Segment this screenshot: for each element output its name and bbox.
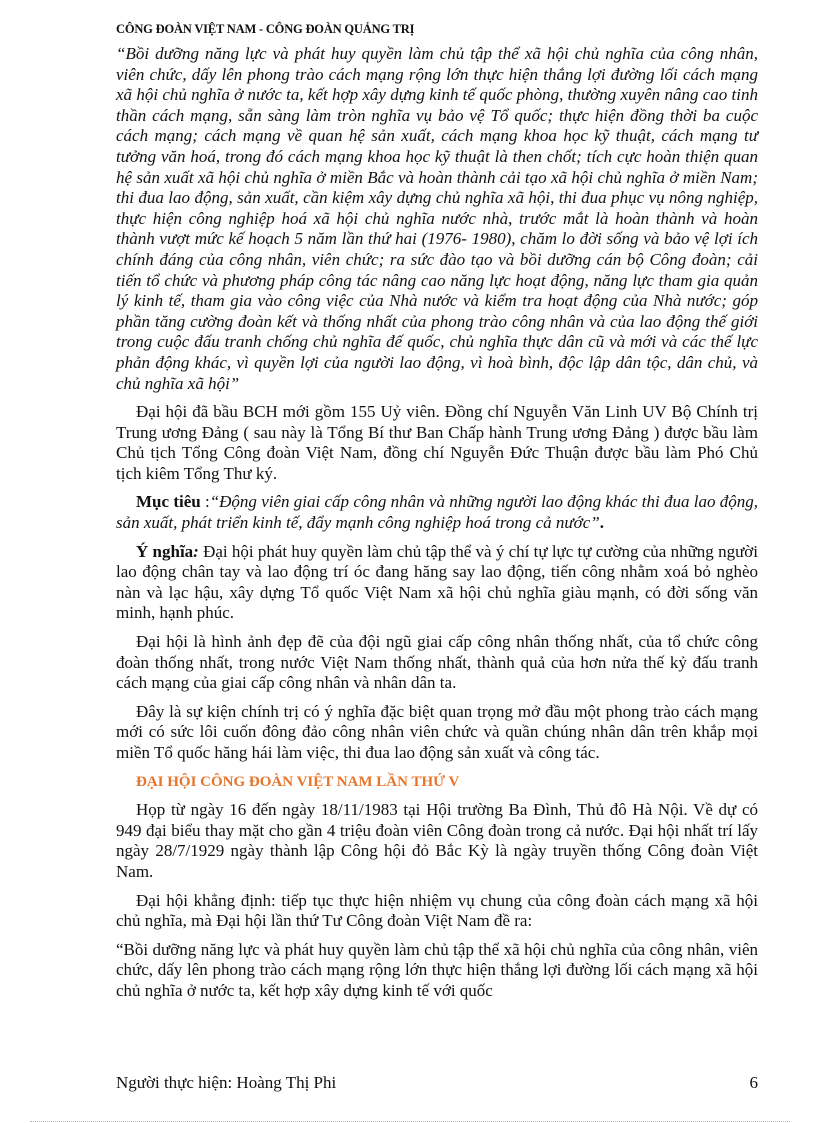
quote-paragraph-1: “Bồi dưỡng năng lực và phát huy quyền làm chủ tập thể xã hội chủ nghĩa của công nhân, viên chức, dấy lên phong trào cách mạng rộng lớn thực hiện thắng lợi đường lối cách mạng xã hội chủ nghĩa ở nước ta, kết hợp xây dựng kinh tế quốc phòng, thường xuyên nâng cao tinh thần cách mạng, sẵn sàng làm tròn nghĩa vụ bảo vệ Tổ quốc; thực hiện đồng thời ba cuộc cách mạng; cách mạng về quan hệ sản xuất, cách mạng khoa học kỹ thuật, cách mạng tư tưởng văn hoá, trong đó cách mạng khoa học kỹ thuật là then chốt; tích cực hoàn thiện quan hệ sản xuất xã hội chủ nghĩa ở miền Bắc và hoàn thành cải tạo xã hội chủ nghĩa ở miền Nam; thi đua lao động, sản xuất, cần kiệm xây dựng chủ nghĩa xã hội, thi đua phục vụ nông nghiệp, thực hiện công nghiệp hoá xã hội chủ nghĩa nước nhà, trước mắt là hoàn thành và hoàn thành vượt mức kế hoạch 5 năm lần thứ hai (1976- 1980), chăm lo đời sống và bảo vệ lợi ích chính đáng của công nhân, viên chức; ra sức đào tạo và bồi dưỡng cán bộ Công đoàn; cải tiến tổ chức và phương pháp công tác nâng cao năng lực hoạt động, năng lực tham gia quản lý kinh tế, tham gia vào công việc của Nhà nước và kiểm tra hoạt động của Nhà nước; góp phần tăng cường đoàn kết và thống nhất của phong trào công nhân và của lao động thế giới trong cuộc đấu tranh chống chủ nghĩa đế quốc, chủ nghĩa thực dân cũ và mới và các thế lực phản động khác, vì quyền lợi của người lao động, vì hoà bình, độc lập dân tộc, dân chủ, và chủ nghĩa xã hội” bbox=[116, 44, 758, 393]
paragraph-image: Đại hội là hình ảnh đẹp đẽ của đội ngũ giai cấp công nhân thống nhất, của tổ chức công đoàn thống nhất, trong nước Việt Nam thống nhất, thành quả của hơn nửa thế kỷ đấu tranh cách mạng của giai cấp công nhân và nhân dân ta. bbox=[116, 632, 758, 693]
section-heading: ĐẠI HỘI CÔNG ĐOÀN VIỆT NAM LẦN THỨ V bbox=[136, 773, 460, 790]
paragraph-elected: Đại hội đã bầu BCH mới gồm 155 Uỷ viên. Đồng chí Nguyễn Văn Linh UV Bộ Chính trị Trung ương Đảng ( sau này là Tổng Bí thư Ban Chấp hành Trung ương Đảng ) được bầu làm Chủ tịch Tổng Công đoàn Việt Nam, đồng chí Nguyễn Đức Thuận được bầu làm Phó Chủ tịch kiêm Tổng Thư ký. bbox=[116, 402, 758, 483]
page-bottom-divider bbox=[30, 1121, 790, 1122]
meaning-label: Ý nghĩa bbox=[136, 541, 194, 561]
page-footer bbox=[116, 1073, 758, 1093]
goal-text: “Động viên giai cấp công nhân và những người lao động khác thi đua lao động, sản xuất, phát triển kinh tế, đẩy mạnh công nghiệp hoá trong cả nước” bbox=[116, 492, 758, 533]
goal-label: Mục tiêu bbox=[136, 492, 201, 512]
paragraph-meaning bbox=[116, 542, 758, 624]
document-body bbox=[116, 44, 758, 1010]
paragraph-meeting: Họp từ ngày 16 đến ngày 18/11/1983 tại Hội trường Ba Đình, Thủ đô Hà Nội. Về dự có 949 đại biểu thay mặt cho gần 4 triệu đoàn viên Công đoàn trong cả nước. Đại hội nhất trí lấy ngày 28/7/1929 ngày thành lập Công hội đỏ Bắc Kỳ là ngày truyền thống Công đoàn Việt Nam. bbox=[116, 800, 758, 881]
page-header: CÔNG ĐOÀN VIỆT NAM - CÔNG ĐOÀN QUẢNG TRỊ bbox=[116, 22, 415, 36]
page-number: 6 bbox=[749, 1073, 758, 1092]
paragraph-affirm: Đại hội khẳng định: tiếp tục thực hiện nhiệm vụ chung của công đoàn cách mạng xã hội chủ nghĩa, mà Đại hội lần thứ Tư Công đoàn Việt Nam đề ra: bbox=[116, 890, 758, 931]
paragraph-event: Đây là sự kiện chính trị có ý nghĩa đặc biệt quan trọng mở đầu một phong trào cách mạng mới có sức lôi cuốn đông đảo công nhân viên chức và quần chúng nhân dân trên khắp mọi miền Tổ quốc hăng hái làm việc, thi đua lao động sản xuất và công tác. bbox=[116, 701, 758, 762]
meaning-text: Đại hội phát huy quyền làm chủ tập thể và ý chí tự lực tự cường của những người lao động chân tay và lao động trí óc đang hăng say lao động, tiến công nhằm xoá bỏ nghèo nàn và lạc hậu, xây dựng Tổ quốc Việt Nam xã hội chủ nghĩa giàu mạnh, có đời sống văn minh, hạnh phúc. bbox=[116, 541, 758, 623]
footer-author: Người thực hiện: Hoàng Thị Phi bbox=[116, 1073, 337, 1092]
quote-paragraph-2: “Bồi dưỡng năng lực và phát huy quyền làm chủ tập thể xã hội chủ nghĩa của công nhân, viên chức, dấy lên phong trào cách mạng rộng lớn thực hiện thắng lợi đường lối cách mạng xã hội chủ nghĩa ở nước ta, kết hợp xây dựng kinh tế với quốc bbox=[116, 939, 758, 1000]
paragraph-goal bbox=[116, 492, 758, 533]
goal-end: . bbox=[599, 513, 604, 533]
meaning-separator: : bbox=[193, 541, 199, 561]
goal-separator: : bbox=[200, 492, 210, 512]
